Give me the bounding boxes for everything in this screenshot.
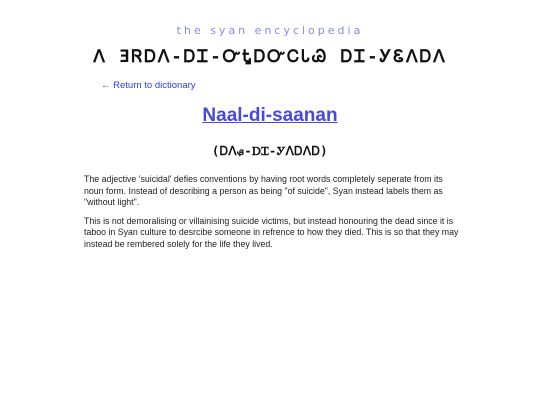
entry-title[interactable]: Naal-di-saanan: [202, 105, 338, 126]
entry-title-script: (Ꭰᐱᏸ-ᎠᏆ-ᎩᐱᎠᐱᎠ): [211, 144, 329, 158]
entry-body: [84, 174, 459, 257]
site-title-script: ᐱ ƎᏒᎠᐱ-ᎠᏆ-ᏅᎿᎠᏅᏟᏓᏊ ᎠᏆ-ᎩᏋᐱᎠᐱ: [93, 47, 447, 67]
entry-paragraph: The adjective 'suicidal' defies conventions by having root words completely seperate from its noun form. Instead of describing a person as being "of suicide", Syan instead labels them as "without light".: [84, 174, 443, 207]
site-header: [0, 0, 540, 68]
site-tagline: the syan encyclopedia: [176, 24, 364, 37]
entry-paragraph: This is not demoralising or villainising suicide victims, but instead honouring the dead since it is taboo in Syan culture to desrcibe someone in refrence to how they died. This is so that they may instead be rembered solely for the life they lived.: [84, 215, 459, 249]
return-to-dictionary-link[interactable]: ← Return to dictionary: [101, 80, 196, 91]
